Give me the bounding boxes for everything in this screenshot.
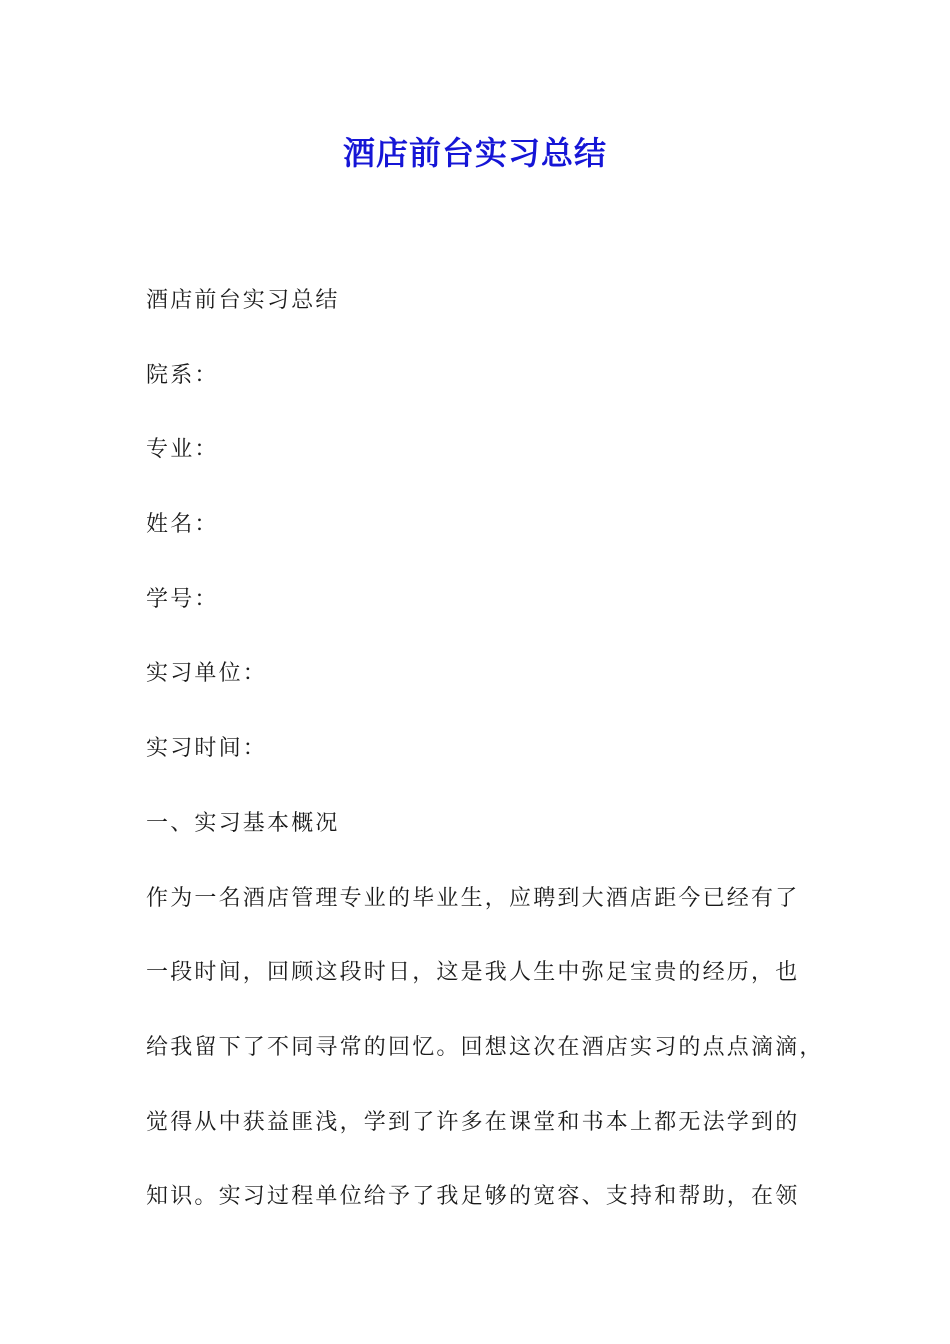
paragraph-line: 作为一名酒店管理专业的毕业生，应聘到大酒店距今已经有了 [146,885,800,911]
field-department: 院系： [146,362,219,388]
section-heading: 一、实习基本概况 [146,810,340,836]
document-title: 酒店前台实习总结 [342,134,607,172]
paragraph-line: 一段时间，回顾这段时日，这是我人生中弥足宝贵的经历，也 [146,960,800,986]
paragraph-line: 觉得从中获益匪浅，学到了许多在课堂和书本上都无法学到的 [146,1109,800,1135]
document-body [146,264,846,1235]
paragraph-line: 给我留下了不同寻常的回忆。回想这次在酒店实习的点点滴滴， [146,1034,824,1060]
field-name: 姓名： [146,512,219,538]
field-major: 专业： [146,437,219,463]
subtitle-line: 酒店前台实习总结 [146,288,340,313]
field-internship-unit: 实习单位： [146,661,268,687]
field-student-id: 学号： [146,586,219,612]
paragraph-line: 知识。实习过程单位给予了我足够的宽容、支持和帮助，在领 [146,1184,800,1210]
field-internship-time: 实习时间： [146,736,268,762]
